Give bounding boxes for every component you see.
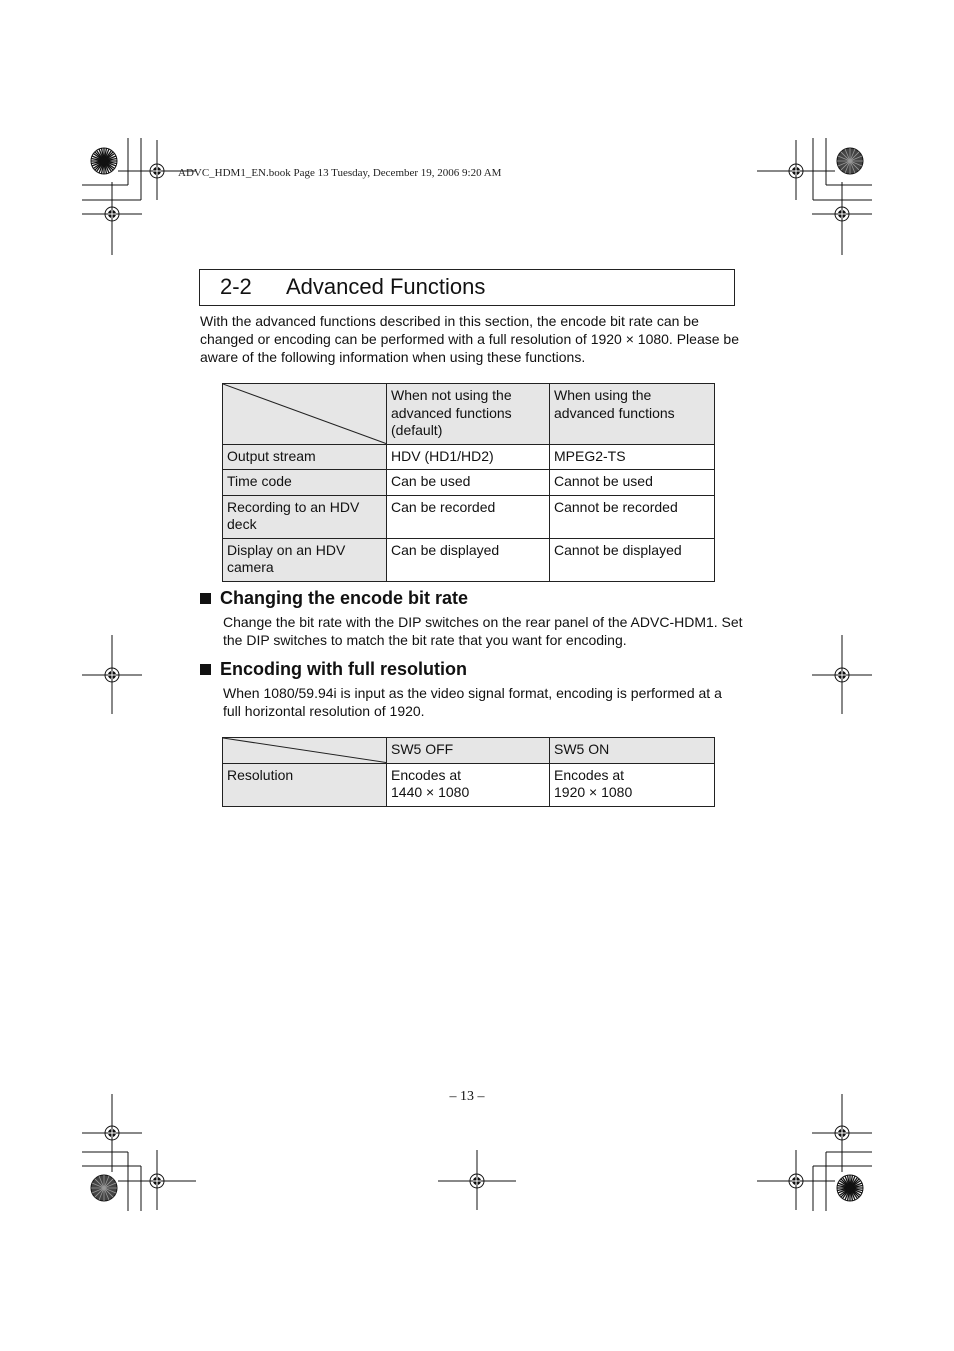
corner-cell xyxy=(223,738,387,764)
cell-line: Encodes at xyxy=(554,766,625,783)
section-title: Advanced Functions xyxy=(286,274,486,299)
print-header: ADVC_HDM1_EN.book Page 13 Tuesday, December 19, 2006 9:20 AM xyxy=(178,167,502,179)
row-label: Time code xyxy=(223,470,387,496)
table-row xyxy=(223,495,715,538)
column-header: SW5 OFF xyxy=(387,738,550,764)
advanced-functions-table xyxy=(222,383,715,582)
table-row xyxy=(223,538,715,581)
table-cell xyxy=(550,763,715,806)
column-header: When using the advanced functions xyxy=(550,384,715,445)
full-resolution-paragraph: When 1080/59.94i is input as the video signal format, encoding is performed at a full horizontal resolution of 1920. xyxy=(223,685,722,719)
cell-line: 1920 × 1080 xyxy=(554,784,633,800)
subheading-bit-rate xyxy=(200,588,468,609)
row-label: Resolution xyxy=(223,763,387,806)
table-cell: Can be displayed xyxy=(387,538,550,581)
intro-paragraph: With the advanced functions described in this section, the encode bit rate can be changed or encoding can be performed with a full resolution of 1920 × 1080. Please be aware of the following information when using these functions. xyxy=(200,313,739,365)
diagonal-line xyxy=(223,384,386,444)
section-heading xyxy=(199,269,735,306)
row-label: Display on an HDV camera xyxy=(223,538,387,581)
table-cell: Can be recorded xyxy=(387,495,550,538)
cell-line: 1440 × 1080 xyxy=(391,784,470,800)
table-row xyxy=(223,444,715,470)
row-label: Recording to an HDV deck xyxy=(223,495,387,538)
table-row xyxy=(223,470,715,496)
column-header: When not using the advanced functions (default) xyxy=(387,384,550,445)
resolution-table xyxy=(222,737,715,807)
bit-rate-paragraph: Change the bit rate with the DIP switches on the rear panel of the ADVC-HDM1. Set the DIP switches to match the bit rate that you want for encoding. xyxy=(223,614,743,648)
section-number: 2-2 xyxy=(220,274,252,299)
table-cell xyxy=(387,763,550,806)
cell-line: Encodes at xyxy=(391,766,462,783)
subheading-text: Encoding with full resolution xyxy=(220,659,467,679)
row-label: Output stream xyxy=(223,444,387,470)
table-cell: MPEG2-TS xyxy=(550,444,715,470)
table-cell: Cannot be recorded xyxy=(550,495,715,538)
table-row xyxy=(223,763,715,806)
table-cell: Cannot be displayed xyxy=(550,538,715,581)
corner-cell xyxy=(223,384,387,445)
table-cell: Can be used xyxy=(387,470,550,496)
table-cell: HDV (HD1/HD2) xyxy=(387,444,550,470)
column-header: SW5 ON xyxy=(550,738,715,764)
page-number: – 13 – xyxy=(449,1089,485,1104)
diagonal-line xyxy=(223,738,386,763)
square-bullet-icon xyxy=(200,593,211,604)
table-cell: Cannot be used xyxy=(550,470,715,496)
subheading-text: Changing the encode bit rate xyxy=(220,588,469,608)
square-bullet-icon xyxy=(200,664,211,675)
subheading-full-resolution xyxy=(200,659,467,680)
